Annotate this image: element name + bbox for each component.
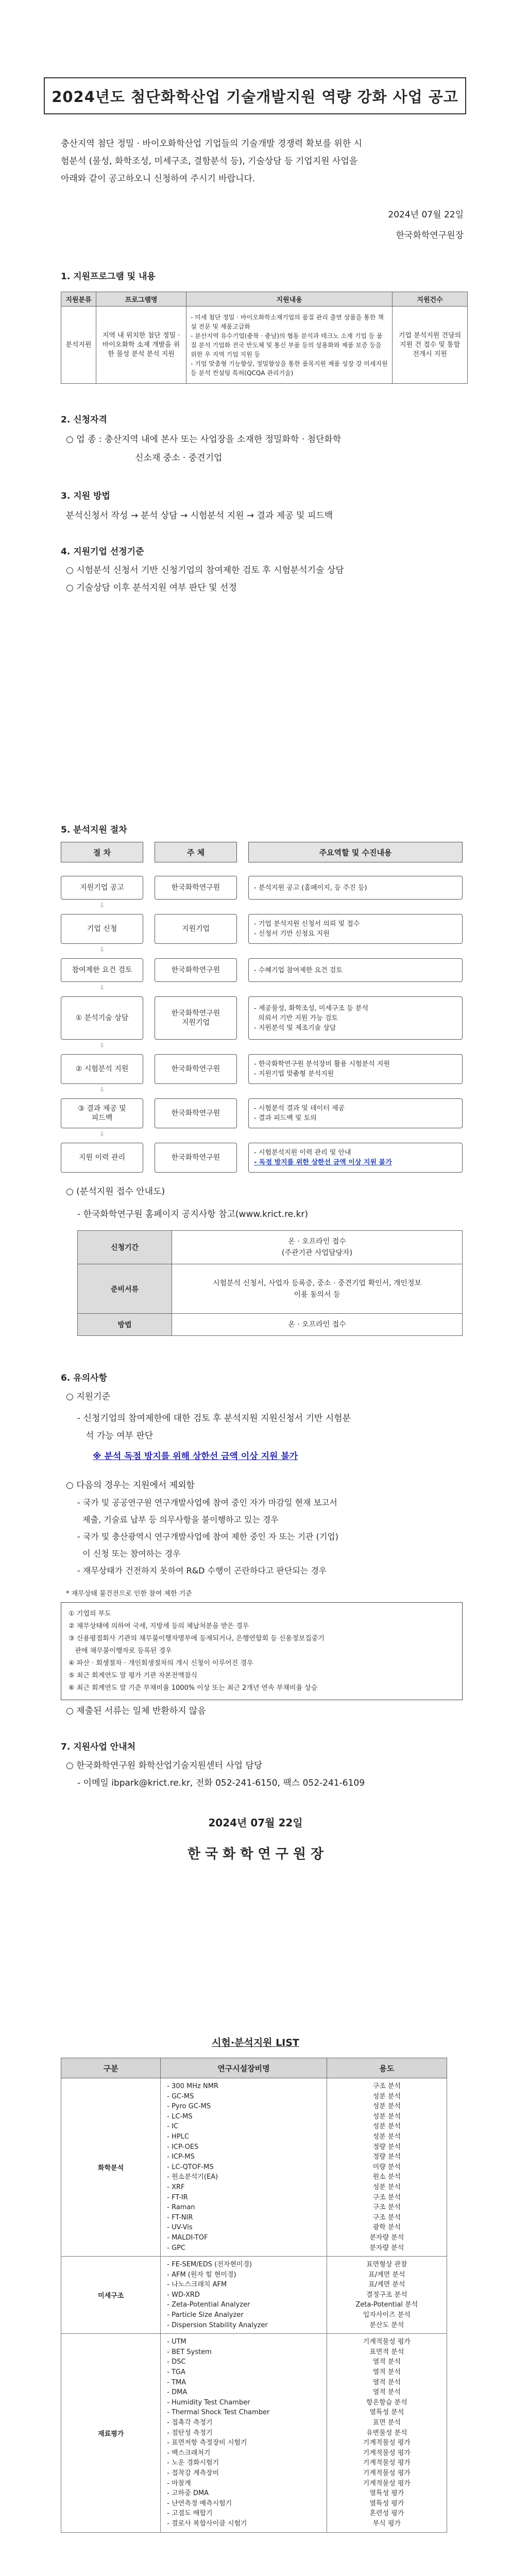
equipment-item: - TMA xyxy=(167,2378,186,2386)
equipment-item: - 접착강 계측장비 xyxy=(167,2469,219,2477)
equipment-use: 기계적물성 평가 xyxy=(363,2459,411,2467)
program-count: 기업 분석지원 건당의 지원 건 접수 및 통합 전개시 지원 xyxy=(393,307,468,384)
flow-header: 절 차 xyxy=(61,842,143,862)
date-top: 2024년 07월 22일 xyxy=(388,210,464,220)
equipment-table xyxy=(61,2058,447,2533)
flow-header: 주요역할 및 수진내용 xyxy=(248,842,463,862)
equipment-category: 재료평가 xyxy=(61,2334,161,2532)
equipment-item: - TGA xyxy=(167,2368,185,2377)
homepage-text: - 한국화학연구원 홈페이지 공지사항 참고(www.krict.re.kr) xyxy=(77,1209,309,1219)
equipment-use: 기계적물성 평가 xyxy=(363,2338,411,2346)
equipment-names xyxy=(161,2257,327,2334)
equipment-use: 구조 분석 xyxy=(372,2193,401,2201)
flow-step: ③ 결과 제공 및 피드백 xyxy=(61,1098,143,1128)
equipment-uses xyxy=(327,2257,447,2334)
equipment-use: 열특성 평가 xyxy=(369,2499,404,2507)
row-header: 방법 xyxy=(78,1314,172,1336)
col-header: 연구시설장비명 xyxy=(161,2058,327,2078)
col-header: 지원내용 xyxy=(186,292,393,307)
equipment-use: 열적 분석 xyxy=(372,2368,401,2377)
equipment-item: - ICP-OES xyxy=(167,2143,199,2151)
row-value: 온 · 오프라인 접수 (주관기관 사업담당자) xyxy=(172,1231,463,1264)
flow-description: - 제공물성, 화학조성, 미세구조 등 분석 의뢰서 기반 지원 가능 검토 - 지원분석 및 제조기술 상담 xyxy=(248,996,463,1040)
criteria-line: ○ 시험분석 신청서 기반 신청기업의 참여제한 검토 후 시험분석기술 상담 xyxy=(66,565,344,575)
eligibility-line: 신소재 중소 · 중견기업 xyxy=(135,453,223,463)
equipment-use: 기계적물성 평가 xyxy=(363,2439,411,2447)
equipment-use: 성분 분석 xyxy=(372,2132,401,2141)
intro-line: 아래와 같이 공고하오니 신청하여 주시기 바랍니다. xyxy=(61,174,256,184)
flow-actor: 한국화학연구원 xyxy=(155,1143,237,1173)
intro-paragraph xyxy=(61,135,463,188)
equipment-item: - 마찰계 xyxy=(167,2479,191,2487)
section-5-heading: 5. 분석지원 절차 xyxy=(61,825,127,835)
flow-description: - 기업 분석지원 신청서 의뢰 및 접수 - 신청서 기반 신청요 지원 xyxy=(248,914,463,944)
equipment-item: - 고하중 DMA xyxy=(167,2489,209,2498)
flow-actor: 지원기업 xyxy=(155,914,237,944)
flow-step: 기업 신청 xyxy=(61,914,143,944)
equipment-item: - 표면저항 측정장비 시험기 xyxy=(167,2439,247,2447)
equipment-item: - ICP-MS xyxy=(167,2153,195,2161)
equipment-item: - Zeta-Potential Analyzer xyxy=(167,2301,250,2309)
down-arrow-icon: ⇩ xyxy=(99,1130,105,1138)
equipment-use: 구조 분석 xyxy=(372,2204,401,2212)
equipment-use: 열적 분석 xyxy=(372,2388,401,2397)
equipment-item: - Particle Size Analyzer xyxy=(167,2311,244,2319)
col-header: 지원건수 xyxy=(393,292,468,307)
equipment-item: - IC xyxy=(167,2123,178,2131)
equipment-title: 시험·분석지원 LIST xyxy=(212,2037,299,2048)
intro-line: 험분석 (물성, 화학조성, 미세구조, 결함분석 등), 기술상담 등 기업지원 사업을 xyxy=(61,156,358,166)
equipment-use: 정량 분석 xyxy=(372,2153,401,2161)
row-value: 시험분석 신청서, 사업자 등록증, 중소 · 중견기업 확인서, 개인정보 이용 동의서 등 xyxy=(172,1264,463,1314)
equipment-use: 성분 분석 xyxy=(372,2103,401,2111)
col-header: 용도 xyxy=(327,2058,447,2078)
equipment-item: - AFM (원자 힘 현미경) xyxy=(167,2270,236,2279)
equipment-item: - FT-IR xyxy=(167,2193,188,2201)
equipment-item: - 고점도 배합기 xyxy=(167,2510,213,2518)
date-bottom: 2024년 07월 22일 xyxy=(208,1817,303,1829)
equipment-use: 표/계면 분석 xyxy=(368,2270,405,2279)
flow-description: - 수혜기업 참여제한 요건 검토 xyxy=(248,958,463,982)
program-table xyxy=(61,292,468,384)
flow-actor: 한국화학연구원 xyxy=(155,958,237,982)
equipment-use: 성분 분석 xyxy=(372,2092,401,2100)
program-name: 지역 내 위치한 첨단 정밀 · 바이오화학 소재 개발을 위한 물성 분석 분석 지원 xyxy=(96,307,186,384)
equipment-use: 성분 분석 xyxy=(372,2123,401,2131)
equipment-item: - Dispersion Stability Analyzer xyxy=(167,2321,268,2329)
equipment-use: Zeta-Potential 분석 xyxy=(355,2301,418,2309)
flow-step: 지원 이력 관리 xyxy=(61,1143,143,1173)
equipment-use: 구조 분석 xyxy=(372,2213,401,2222)
equipment-item: - UV-Vis xyxy=(167,2224,193,2232)
eligibility-text: 업 종 : 충산지역 내에 본사 또는 사업장을 소재한 정밀화학 · 첨단화학 xyxy=(76,434,342,445)
equipment-group-row xyxy=(61,2257,447,2334)
equipment-uses xyxy=(327,2334,447,2532)
flow-step: 지원기업 공고 xyxy=(61,876,143,900)
exclusion-list: - 국가 및 공공연구원 연구개발사업에 참여 중인 자가 마감일 현재 보고서 제출, 기술료 납부 등 의무사항을 불이행하고 있는 경우 - 국가 및 충산광역시 연구개발사업에 참여 제한 중인 자 또는 기관 (기업) 이 신청 또는 참여하는 경우 - 재무상태가 건전하지 못하여 R&D 수행이 곤란하다고 판단되는 경우 xyxy=(77,1498,338,1575)
col-header: 구분 xyxy=(61,2058,161,2078)
flow-description: - 시험분석 결과 및 데이터 제공 - 결과 피드백 및 토의 xyxy=(248,1098,463,1128)
equipment-use: 분산도 분석 xyxy=(369,2321,404,2329)
equipment-use: 표/계면 분석 xyxy=(368,2281,405,2289)
equipment-item: - FT-NIR xyxy=(167,2213,193,2222)
equipment-use: 성분 분석 xyxy=(372,2112,401,2121)
equipment-use: 분자량 분석 xyxy=(369,2244,404,2252)
equipment-use: 열적 분석 xyxy=(372,2378,401,2386)
equipment-item: - BET System xyxy=(167,2348,212,2356)
equipment-category: 화학분석 xyxy=(61,2078,161,2257)
col-header: 지원분류 xyxy=(61,292,96,307)
equipment-use: 성분 분석 xyxy=(372,2183,401,2191)
equipment-item: - LC-QTOF-MS xyxy=(167,2163,214,2171)
program-content: - 미세 첨단 정밀 · 바이오화학소재기업의 품질 관리 출연 상품을 통한 책설 전문 및 제품고급화 - 분산지역 유수기업(충북 · 충남)의 협동 분석과 테크노 소재 기업 등 품질 분석 기업화 전국 반도체 및 통신 부품 등의 상용화와 제품 보증 등을 위한 우 지역 기업 지원 등 - 기업 맞춤형 기능향상, 정밀향상을 통한 품목지원 제품 성장 강 미세지원 등 분석 컨설팅 특허(QCQA 관리기술) xyxy=(186,307,393,384)
equipment-item: - 300 MHz NMR xyxy=(167,2082,218,2090)
equipment-item: - 백스크래처기 xyxy=(167,2449,211,2457)
org-top: 한국화학연구원장 xyxy=(396,230,464,241)
equipment-use: 항온항습 분석 xyxy=(366,2398,407,2406)
section-6-heading: 6. 유의사항 xyxy=(61,1373,107,1383)
equipment-item: - 접촉각 측정기 xyxy=(167,2419,213,2427)
equipment-item: - MALDI-TOF xyxy=(167,2233,208,2242)
equipment-item: - Pyro GC-MS xyxy=(167,2103,211,2111)
flow-description: - 시험분석지원 이력 관리 및 안내 - 독점 방지를 위한 상한선 금액 이상 지원 불가 xyxy=(248,1143,463,1173)
flow-step: ① 분석기술 상담 xyxy=(61,996,143,1040)
equipment-use: 열특성 분석 xyxy=(369,2409,404,2417)
equipment-use: 혼련성 평가 xyxy=(369,2510,404,2518)
eligibility-line: ○ 업 종 : 충산지역 내에 본사 또는 사업장을 소재한 정밀화학 · 첨단화학 xyxy=(66,434,342,445)
criteria-text: 기술상담 이후 분석지원 여부 판단 및 선정 xyxy=(76,583,237,593)
flow-step: 참여제한 요건 검토 xyxy=(61,958,143,982)
down-arrow-icon: ⇩ xyxy=(99,984,105,991)
equipment-names xyxy=(161,2078,327,2257)
equipment-names xyxy=(161,2334,327,2532)
criteria-text: - 신청기업의 참여제한에 대한 검토 후 분석지원 지원신청서 기반 시험분 xyxy=(77,1413,351,1423)
flow-actor: 한국화학연구원 xyxy=(155,1054,237,1084)
equipment-item: - Raman xyxy=(167,2204,195,2212)
notice-title: * 재무상태 불건전으로 인한 참여 제한 기준 xyxy=(66,1590,192,1598)
equipment-use: 결정구조 분석 xyxy=(366,2291,407,2299)
down-arrow-icon: ⇩ xyxy=(99,902,105,909)
equipment-item: - 난연측정 예측시험기 xyxy=(167,2499,232,2507)
notice-title: 2024년도 첨단화학산업 기술개발지원 역량 강화 사업 공고 xyxy=(44,77,466,114)
equipment-use: 표면 분석 xyxy=(372,2419,401,2427)
equipment-use: 표면형상 관찰 xyxy=(366,2261,407,2269)
row-header: 준비서류 xyxy=(78,1264,172,1314)
intro-line: 충산지역 첨단 정밀 · 바이오화학산업 기업들의 기술개발 경쟁력 확보를 위한 시 xyxy=(61,139,362,149)
equipment-item: - 노운 경화시험기 xyxy=(167,2459,219,2467)
method-text: 분석신청서 작성 → 분석 상담 → 시험분석 지원 → 결과 제공 및 피드백 xyxy=(66,511,333,521)
flow-description: - 분석지원 공고 (홈페이지, 등 주진 등) xyxy=(248,876,463,900)
flow-step: ② 시험분석 지원 xyxy=(61,1054,143,1084)
equipment-use: 기계적물성 평가 xyxy=(363,2449,411,2457)
equipment-use: 원소 분석 xyxy=(372,2173,401,2181)
contact-org: ○ 한국화학연구원 화학산업기술지원센터 사업 담당 xyxy=(66,1760,263,1771)
equipment-item: - HPLC xyxy=(167,2132,190,2141)
equipment-use: 광학 분석 xyxy=(372,2224,401,2232)
equipment-item: - 결로사 복합사이클 시험기 xyxy=(167,2519,247,2528)
apply-guide-label: ○ (분석지원 접수 안내도) xyxy=(66,1187,165,1197)
flow-description: - 한국화학연구원 분석장비 활용 시험분석 지원 - 지원기업 맞춤형 분석지원 xyxy=(248,1054,463,1084)
equipment-item: - FE-SEM/EDS (전자현미경) xyxy=(167,2261,252,2269)
notice-box: ① 기업의 부도 ② 채무상태에 의하여 국세, 지방세 등의 체납처분을 받은 경우 ③ 신용평점회사 기관의 채무불이행자명부에 등재되거나, 은행연합회 등 신용정보집중기 관에 채무불이행자로 등록된 경우 ④ 파산 · 회생절차 · 개인회생절차의 개시 신청이 이루어진 경우 ⑤ 최근 회계연도 말 평가 기관 자본전액잠식 ⑥ 최근 회계연도 말 기준 부채비율 1000% 이상 또는 최근 2개년 연속 부채비율 상승 xyxy=(61,1602,463,1700)
equipment-item: - DMA xyxy=(167,2388,188,2397)
equipment-use: 열특성 평가 xyxy=(369,2489,404,2498)
section-2-heading: 2. 신청자격 xyxy=(61,415,107,425)
section-1-heading: 1. 지원프로그램 및 내용 xyxy=(61,272,156,282)
flow-actor: 한국화학연구원 지원기업 xyxy=(155,996,237,1040)
equipment-use: 분자량 분석 xyxy=(369,2233,404,2242)
equipment-item: - Thermal Shock Test Chamber xyxy=(167,2409,270,2417)
section-4-heading: 4. 지원기업 선정기준 xyxy=(61,547,144,557)
equipment-uses xyxy=(327,2078,447,2257)
equipment-use: 기계적물성 평가 xyxy=(363,2479,411,2487)
program-category: 분석지원 xyxy=(61,307,96,384)
flow-actor: 한국화학연구원 xyxy=(155,876,237,900)
equipment-item: - 나노스크래치 AFM xyxy=(167,2281,227,2289)
equipment-use: 열적 분석 xyxy=(372,2358,401,2366)
equipment-group-row xyxy=(61,2078,447,2257)
equipment-use: 입자사이즈 분석 xyxy=(363,2311,411,2319)
equipment-item: - LC-MS xyxy=(167,2112,193,2121)
down-arrow-icon: ⇩ xyxy=(99,1086,105,1093)
criteria-text: 석 가능 여부 판단 xyxy=(86,1431,154,1441)
flow-header: 주 체 xyxy=(155,842,237,862)
equipment-category: 미세구조 xyxy=(61,2257,161,2334)
criteria-line: ○ 기술상담 이후 분석지원 여부 판단 및 선정 xyxy=(66,583,237,593)
warning-text: ※ 분석 독점 방지를 위해 상한선 금액 이상 지원 불가 xyxy=(93,1451,298,1462)
sub-heading: ○ 다음의 경우는 지원에서 제외함 xyxy=(66,1480,195,1490)
equipment-group-row xyxy=(61,2334,447,2532)
equipment-item: - UTM xyxy=(167,2338,186,2346)
equipment-item: - GPC xyxy=(167,2244,186,2252)
equipment-item: - 원소분석기(EA) xyxy=(167,2173,218,2181)
equipment-use: 부식 평가 xyxy=(372,2519,401,2528)
application-table xyxy=(77,1230,463,1336)
equipment-item: - 점탄성 측정기 xyxy=(167,2429,213,2437)
equipment-use: 기계적물성 평가 xyxy=(363,2469,411,2477)
section-3-heading: 3. 지원 방법 xyxy=(61,491,110,501)
contact-info: - 이메일 ibpark@krict.re.kr, 전화 052-241-6150, 팩스 052-241-6109 xyxy=(77,1778,365,1788)
equipment-use: 표면적 분석 xyxy=(369,2348,404,2356)
equipment-item: - Humidity Test Chamber xyxy=(167,2398,250,2406)
equipment-use: 미량 분석 xyxy=(372,2163,401,2171)
col-header: 프로그램명 xyxy=(96,292,186,307)
equipment-item: - WD-XRD xyxy=(167,2291,200,2299)
row-header: 신청기간 xyxy=(78,1231,172,1264)
sub-heading: ○ 지원기준 xyxy=(66,1392,110,1402)
criteria-text: 시험분석 신청서 기반 신청기업의 참여제한 검토 후 시험분석기술 상담 xyxy=(76,565,344,575)
down-arrow-icon: ⇩ xyxy=(99,946,105,953)
equipment-use: 정량 분석 xyxy=(372,2143,401,2151)
sub-heading: ○ 제출된 서류는 일체 반환하지 않음 xyxy=(66,1706,206,1716)
org-bottom: 한 국 화 학 연 구 원 장 xyxy=(187,1846,324,1862)
flow-actor: 한국화학연구원 xyxy=(155,1098,237,1128)
equipment-item: - DSC xyxy=(167,2358,186,2366)
equipment-item: - GC-MS xyxy=(167,2092,194,2100)
equipment-use: 구조 분석 xyxy=(372,2082,401,2090)
equipment-item: - XRF xyxy=(167,2183,185,2191)
section-7-heading: 7. 지원사업 안내처 xyxy=(61,1742,136,1752)
down-arrow-icon: ⇩ xyxy=(99,1042,105,1049)
equipment-use: 유변물성 분석 xyxy=(366,2429,407,2437)
row-value: 온 · 오프라인 접수 xyxy=(172,1314,463,1336)
